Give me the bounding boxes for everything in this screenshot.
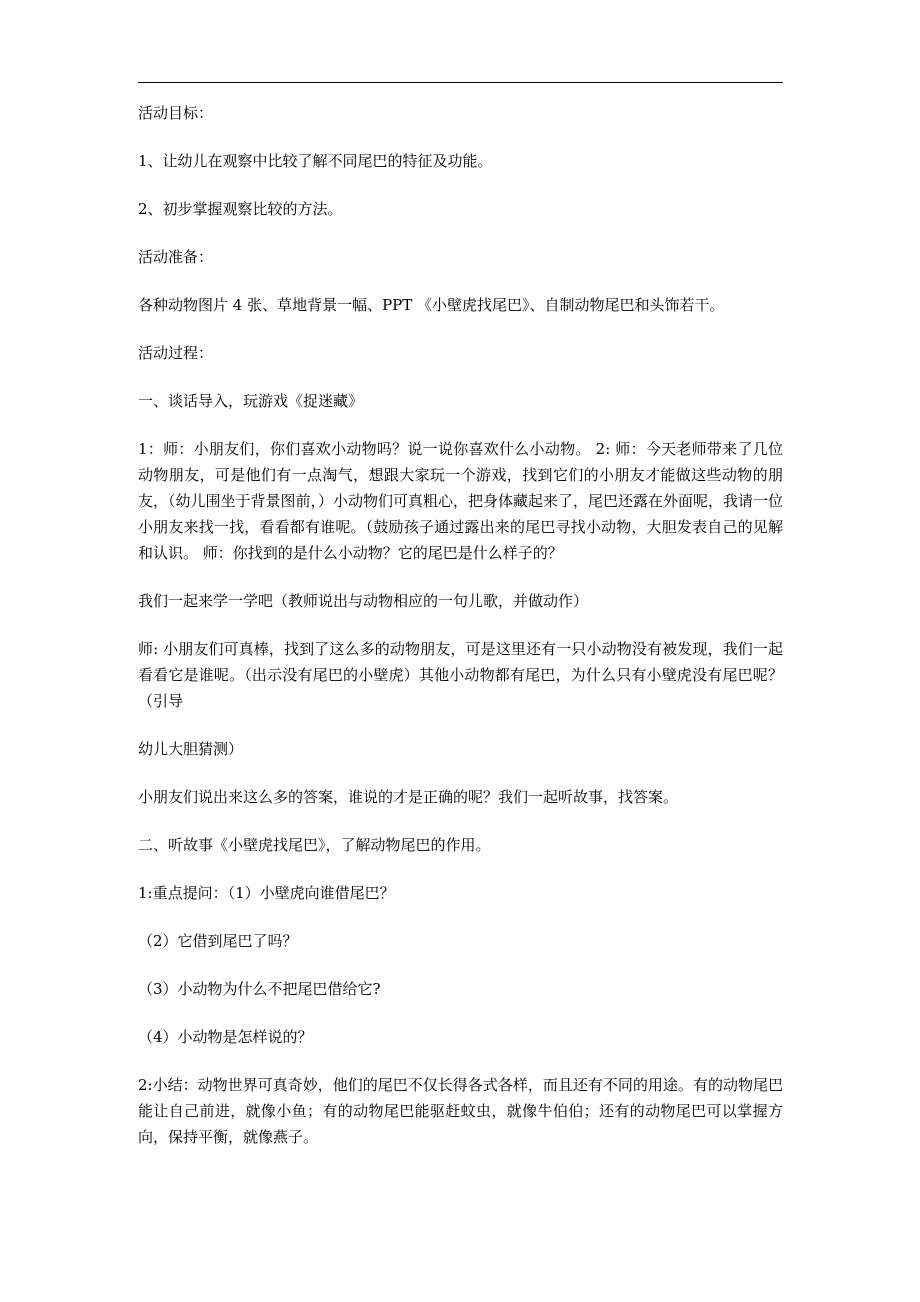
summary-text: 2:小结：动物世界可真奇妙，他们的尾巴不仅长得各式各样，而且还有不同的用途。有的动物尾巴能让自己前进，就像小鱼；有的动物尾巴能驱赶蚊虫，就像牛伯伯；还有的动物尾巴可以掌握方向，保持平衡，就像燕子。 xyxy=(138,1076,783,1146)
goal-item-1: 1、让幼儿在观察中比较了解不同尾巴的特征及功能。 xyxy=(138,152,493,170)
heading-activity-process: 活动过程： xyxy=(138,344,214,362)
section-1-dialogue: 1：师：小朋友们，你们喜欢小动物吗？说一说你喜欢什么小动物。 2: 师：今天老师带来了几位动物朋友，可是他们有一点淘气，想跟大家玩一个游戏，找到它们的小朋友才能做这些动物的朋友，（幼儿围坐于背景图前，）小动物们可真粗心，把身体藏起来了，尾巴还露在外面呢，我请一位小朋友来找一找，看看都有谁呢。（鼓励孩子通过露出来的尾巴寻找小动物，大胆发表自己的见解和认识。 师：你找到的是什么小动物？它的尾巴是什么样子的？ xyxy=(138,440,784,562)
section-1-title: 一、谈话导入，玩游戏《捉迷藏》 xyxy=(138,392,364,410)
question-2: （2）它借到尾巴了吗？ xyxy=(138,932,298,950)
question-4: （4）小动物是怎样说的？ xyxy=(138,1028,313,1046)
goal-item-2: 2、初步掌握观察比较的方法。 xyxy=(138,200,343,218)
header-rule xyxy=(138,82,783,83)
section-1-learn-together: 我们一起来学一学吧（教师说出与动物相应的一句儿歌，并做动作） xyxy=(138,592,589,610)
section-1-transition: 小朋友们说出来这么多的答案，谁说的才是正确的呢？我们一起听故事，找答案。 xyxy=(138,788,679,806)
question-3: （3）小动物为什么不把尾巴借给它? xyxy=(138,980,381,998)
preparation-text: 各种动物图片 4 张、草地背景一幅、PPT 《小壁虎找尾巴》、自制动物尾巴和头饰若干。 xyxy=(138,296,725,314)
heading-activity-preparation: 活动准备： xyxy=(138,248,214,266)
heading-activity-goals: 活动目标： xyxy=(138,104,214,122)
section-2-title: 二、听故事《小壁虎找尾巴》，了解动物尾巴的作用。 xyxy=(138,836,491,854)
section-1-guess: 幼儿大胆猜测） xyxy=(138,740,244,758)
question-1: 1:重点提问：（1）小壁虎向谁借尾巴？ xyxy=(138,884,395,902)
document-body xyxy=(138,100,783,1172)
section-1-gecko-intro: 师: 小朋友们可真棒，找到了这么多的动物朋友，可是这里还有一只小动物没有被发现，我们一起看看它是谁呢。（出示没有尾巴的小壁虎）其他小动物都有尾巴，为什么只有小壁虎没有尾巴呢？（引导 xyxy=(138,640,783,710)
